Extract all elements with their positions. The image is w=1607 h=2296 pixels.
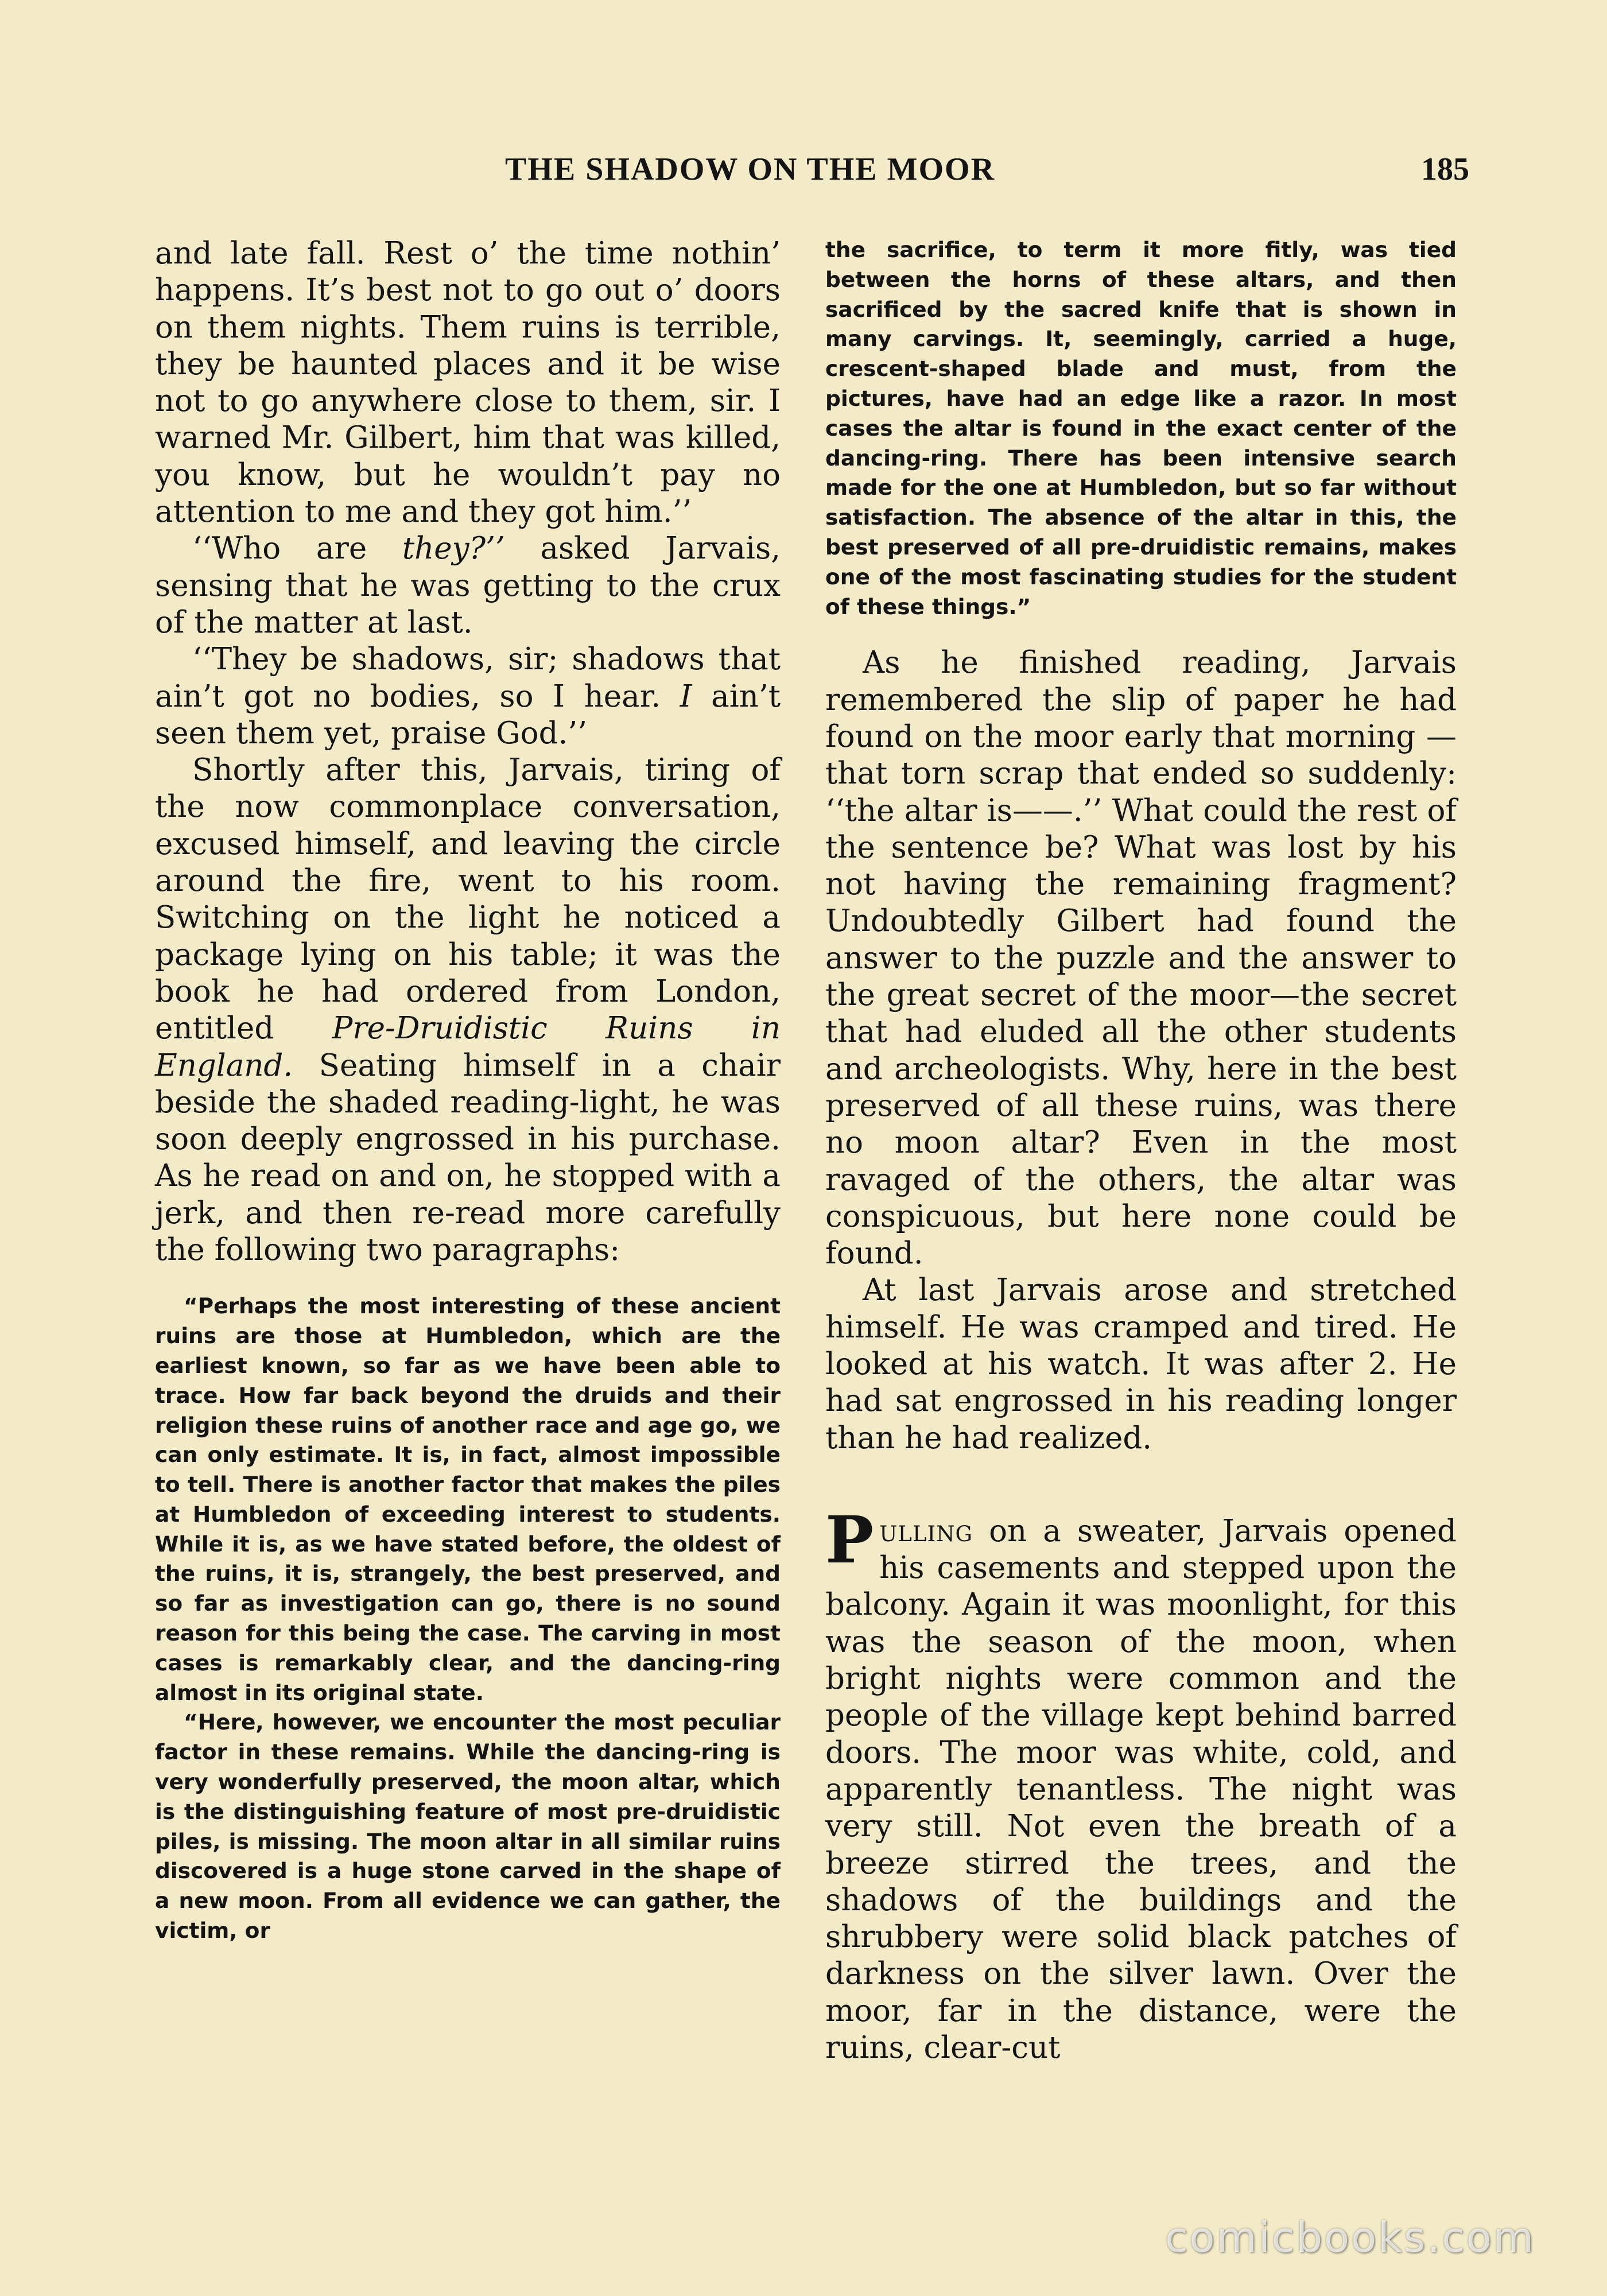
- site-watermark: comicbooks.com: [1165, 2213, 1535, 2262]
- quoted-paragraph: “Here, however, we encounter the most peculiar factor in these remains. While the dancing-ring is very wonderfully preserved, the moon altar, which is the distinguishing feature of most pre-druidistic piles, is missing. The moon altar in all similar ruins discovered is a huge stone carved in the shape of a new moon. From all evidence we can gather, the victim, or: [155, 1709, 781, 1944]
- paragraph: and late fall. Rest o’ the time nothin’ happens. It’s best not to go out o’ doors on them nights. Them ruins is terrible, they be haunted places and it be wise not to go anywhere close to them, sir. I warned Mr. Gilbert, him that was killed, you know, but he wouldn’t pay no attention to me and they got him.’’: [155, 236, 781, 530]
- emphasis: I: [680, 678, 692, 714]
- paragraph: As he finished reading, Jarvais remembered the slip of paper he had found on the moor early that morning —that torn scrap that ended so suddenly: ‘‘the altar is——.’’ What could the rest of the sentence be? What was lost by his not having the remaining fragment? Undoubtedly Gilbert had found the answer to the puzzle and the answer to the great secret of the moor—the secret that had eluded all the other students and archeologists. Why, here in the best preserved of all these ruins, was there no moon altar? Even in the most ravaged of the others, the altar was conspicuous, but here none could be found.: [825, 645, 1457, 1271]
- quoted-paragraph: “Perhaps the most interesting of these ancient ruins are those at Humbledon, which are the earliest known, so far as we have been able to trace. How far back beyond the druids and their religion these ruins of another race and age go, we can only estimate. It is, in fact, almost impossible to tell. There is another factor that makes the piles at Humbledon of exceeding interest to students. While it is, as we have stated before, the oldest of the ruins, it is, strangely, the best preserved, and so far as investigation can go, there is no sound reason for this being the case. The carving in most cases is remarkably clear, and the dancing-ring almost in its original state.: [155, 1293, 781, 1705]
- running-header: [505, 146, 1469, 192]
- left-column: [155, 235, 781, 1946]
- running-title: THE SHADOW ON THE MOOR: [505, 152, 996, 187]
- paragraph: Shortly after this, Jarvais, tiring of the now commonplace conversation, excused himself, and leaving the circle around the fire, went to his room. Switching on the light he noticed a package lying on his table; it was the book he had ordered from London, entitled Pre-Druidistic Ruins in England. Seating himself in a chair beside the shaded reading-light, he was soon deeply engrossed in his purchase. As he read on and on, he stopped with a jerk, and then re-read more carefully the following two paragraphs:: [155, 753, 781, 1268]
- drop-cap: P: [825, 1502, 874, 1578]
- quoted-paragraph: the sacrifice, to term it more fitly, was tied between the horns of these altars, and then sacrificed by the sacred knife that is shown in many carvings. It, seemingly, carried a huge, crescent-shaped blade and must, from the pictures, have had an edge like a razor. In most cases the altar is found in the exact center of the dancing-ring. There has been intensive search made for the one at Humbledon, but so far without satisfaction. The absence of the altar in this, the best preserved of all pre-druidistic remains, makes one of the most fascinating studies for the student of these things.”: [825, 237, 1457, 619]
- paragraph: ‘‘They be shadows, sir; shadows that ain’t got no bodies, so I hear. I ain’t seen them yet, praise God.’’: [155, 642, 781, 751]
- small-caps-lead: ulling: [879, 1513, 973, 1549]
- page-number: 185: [1421, 152, 1469, 187]
- paragraph: ‘‘Who are they?’’ asked Jarvais, sensing that he was getting to the crux of the matter at last.: [155, 531, 781, 640]
- emphasis: they?’’: [402, 531, 505, 567]
- section-opening-paragraph: Pulling on a sweater, Jarvais opened his casements and stepped upon the balcony. Again it was moonlight, for this was the season of the moon, when bright nights were common and the people of the village kept behind barred doors. The moor was white, cold, and apparently tenantless. The night was very still. Not even the breath of a breeze stirred the trees, and the shadows of the buildings and the shrubbery were solid black patches of darkness on the silver lawn. Over the moor, far in the distance, were the ruins, clear-cut: [825, 1502, 1457, 2066]
- right-column: [825, 235, 1457, 2066]
- paragraph: At last Jarvais arose and stretched himself. He was cramped and tired. He looked at his watch. It was after 2. He had sat engrossed in his reading longer than he had realized.: [825, 1273, 1457, 1456]
- book-title: Pre-Druidistic Ruins in England.: [155, 1011, 781, 1083]
